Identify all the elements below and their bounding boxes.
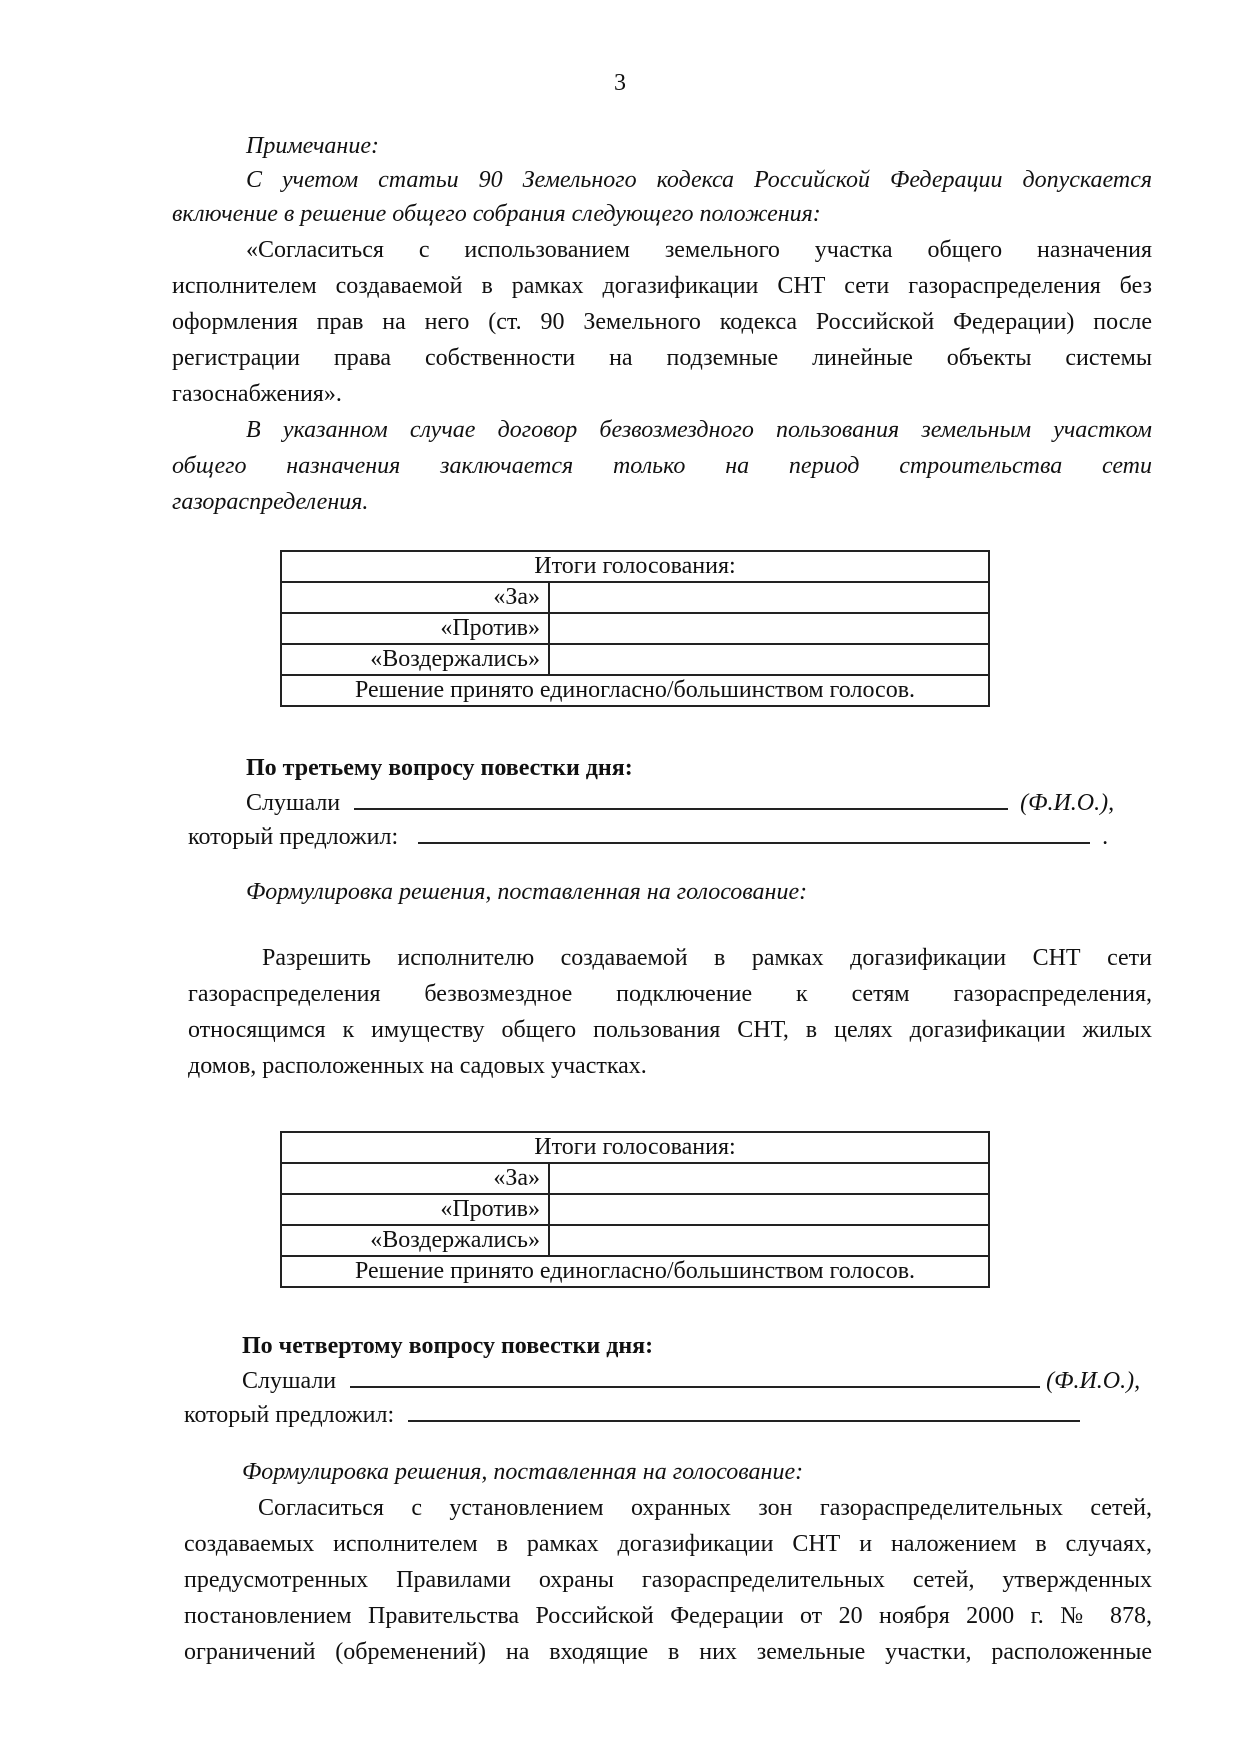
fio-label: (Ф.И.О.), (1020, 790, 1115, 816)
quote-line: исполнителем создаваемой в рамках догазификации СНТ сети газораспределения без (172, 273, 1152, 299)
vote-against-label: «Против» (281, 1194, 549, 1225)
question-4-decision-line: постановлением Правительства Российской Федерации от 20 ноября 2000 г. № 878, (184, 1603, 1152, 1629)
proposed-end: . (1102, 824, 1109, 850)
note-line: включение в решение общего собрания следующего положения: (172, 201, 821, 227)
note-after-line: В указанном случае договор безвозмездного пользования земельным участком (246, 417, 1152, 443)
vote-for-label: «За» (281, 582, 549, 613)
vote-abstain-value[interactable] (549, 644, 989, 675)
note-line: С учетом статьи 90 Земельного кодекса Российской Федерации допускается (246, 167, 1152, 193)
question-3-decision-line: домов, расположенных на садовых участках. (188, 1053, 647, 1079)
vote-abstain-value[interactable] (549, 1225, 989, 1256)
quote-line: газоснабжения». (172, 381, 342, 407)
question-4-decision-line: ограничений (обременений) на входящие в них земельные участки, расположенные (184, 1639, 1152, 1665)
note-after-line: газораспределения. (172, 489, 369, 515)
question-3-decision-line: газораспределения безвозмездное подключение к сетям газораспределения, (188, 981, 1152, 1007)
heard-label: Слушали (246, 790, 341, 816)
question-3-wording-label: Формулировка решения, поставленная на голосование: (246, 879, 808, 905)
vote-table-footer: Решение принято единогласно/большинством голосов. (281, 1256, 989, 1287)
question-3-proposed-row (188, 818, 1168, 855)
question-4-proposed-row (184, 1396, 1164, 1433)
fio-label: (Ф.И.О.), (1046, 1368, 1141, 1394)
question-4-decision-line: предусмотренных Правилами охраны газораспределительных сетей, утвержденных (184, 1567, 1152, 1593)
vote-against-value[interactable] (549, 1194, 989, 1225)
vote-results-table-2 (280, 1131, 990, 1288)
vote-table-header: Итоги голосования: (281, 1132, 989, 1163)
question-4-wording-label: Формулировка решения, поставленная на голосование: (242, 1459, 804, 1485)
note-title: Примечание: (246, 133, 379, 159)
vote-abstain-label: «Воздержались» (281, 644, 549, 675)
question-4-heard-row (242, 1362, 1222, 1399)
proposed-label: который предложил: (184, 1402, 395, 1428)
question-4-decision-line: создаваемых исполнителем в рамках догазификации СНТ и наложением в случаях, (184, 1531, 1152, 1557)
proposed-label: который предложил: (188, 824, 399, 850)
vote-against-value[interactable] (549, 613, 989, 644)
question-3-heard-row (246, 784, 1226, 821)
vote-for-label: «За» (281, 1163, 549, 1194)
question-3-decision-line: Разрешить исполнителю создаваемой в рамках догазификации СНТ сети (262, 945, 1152, 971)
vote-abstain-label: «Воздержались» (281, 1225, 549, 1256)
note-after-line: общего назначения заключается только на период строительства сети (172, 453, 1152, 479)
page-number: 3 (614, 70, 626, 96)
heard-fio-field[interactable] (354, 784, 1008, 810)
question-3-decision-line: относящимся к имуществу общего пользования СНТ, в целях догазификации жилых (188, 1017, 1152, 1043)
vote-against-label: «Против» (281, 613, 549, 644)
question-4-heading: По четвертому вопросу повестки дня: (242, 1333, 654, 1359)
question-4-decision-line: Согласиться с установлением охранных зон газораспределительных сетей, (258, 1495, 1152, 1521)
question-3-heading: По третьему вопросу повестки дня: (246, 755, 633, 781)
quote-line: «Согласиться с использованием земельного участка общего назначения (246, 237, 1152, 263)
quote-line: оформления прав на него (ст. 90 Земельного кодекса Российской Федерации) после (172, 309, 1152, 335)
proposed-field[interactable] (418, 818, 1090, 844)
vote-table-header: Итоги голосования: (281, 551, 989, 582)
vote-for-value[interactable] (549, 582, 989, 613)
vote-results-table-1 (280, 550, 990, 707)
proposed-field[interactable] (408, 1396, 1080, 1422)
heard-label: Слушали (242, 1368, 337, 1394)
vote-table-footer: Решение принято единогласно/большинством голосов. (281, 675, 989, 706)
vote-for-value[interactable] (549, 1163, 989, 1194)
heard-fio-field[interactable] (350, 1362, 1040, 1388)
quote-line: регистрации права собственности на подземные линейные объекты системы (172, 345, 1152, 371)
